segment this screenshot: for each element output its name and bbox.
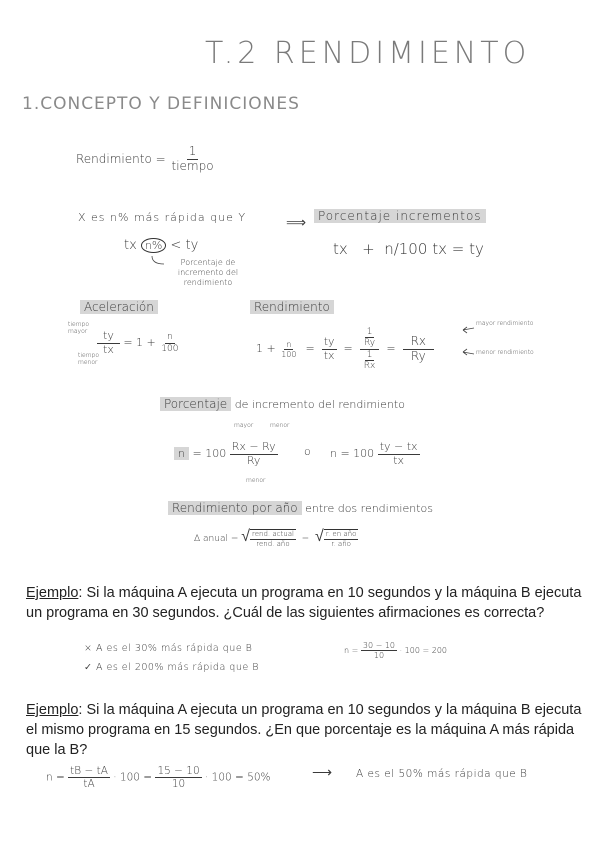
or-text: o (304, 445, 311, 458)
aceleracion-t-fraction (97, 330, 120, 356)
fraction-denominator: $\frac{1}{Rx}$ (363, 349, 376, 372)
fraction-denominator: tx (323, 348, 335, 362)
por-anio-rest: entre dos rendimientos (305, 502, 434, 515)
example-2-label: Ejemplo (26, 702, 79, 718)
por-anio-label: Rendimiento por año (168, 501, 302, 515)
fraction-numerator: ty (97, 330, 120, 344)
page-title: T.2 RENDIMIENTO (205, 36, 531, 71)
ex2-arrow: ⟶ (312, 765, 333, 781)
note-arrow (150, 256, 170, 270)
fraction-numerator: ty − tx (379, 440, 418, 453)
eq-rest: = ty (451, 240, 484, 258)
fraction-numerator: r. en año (325, 530, 357, 539)
eq-plus: + (362, 240, 375, 258)
fraction-denominator: 10 (171, 778, 186, 791)
ex2-lhs: n = (46, 771, 65, 784)
rend-note-top: mayor rendimiento (476, 320, 534, 327)
porcentaje-formula (174, 441, 278, 467)
rend-eq2: = (343, 342, 353, 356)
fraction-numerator: Rx (403, 335, 434, 350)
rend-note-bottom: menor rendimiento (476, 349, 534, 356)
section-heading: 1.CONCEPTO Y DEFINICIONES (22, 94, 300, 114)
ineq-n-circled: n% (141, 238, 166, 253)
ex2-conclusion: A es el 50% más rápida que B (356, 768, 528, 780)
aceleracion-note-bottom: tiempo menor (78, 352, 100, 366)
fraction-numerator: ty (323, 335, 335, 349)
aceleracion-n-fraction (159, 332, 180, 354)
ex2-mid: · 100 = (113, 771, 153, 784)
eq-tx2: tx (432, 240, 447, 258)
rendimiento-formula (256, 327, 434, 371)
fraction-denominator: Ry (246, 453, 261, 467)
aceleracion-label: Aceleración (80, 300, 158, 314)
fraction-denominator: 10 (373, 651, 385, 661)
por-anio-heading (168, 501, 433, 515)
calc-lhs: n = (344, 646, 359, 656)
fraction-denominator: Ry (410, 348, 426, 363)
calc-fraction (361, 641, 397, 660)
fraction-denominator: 100 (281, 349, 297, 359)
por-anio-formula: Δ anual = √ $\frac{\text{rend. actual}}{\text{rend. año}}$ = √ $\frac{\text{r. en año}}{\text{r. año}}$ (194, 526, 357, 548)
rendimiento-definition (76, 145, 216, 174)
example-1-label: Ejemplo (26, 585, 79, 601)
rend-t-fraction (322, 336, 337, 362)
rend-n-fraction (279, 340, 298, 359)
fraction-numerator: 15 − 10 (157, 765, 200, 777)
rend-one: 1 + (256, 342, 276, 356)
porcentaje-note: Porcentaje de incremento del rendimiento (177, 258, 239, 287)
rendimiento-lhs: Rendimiento = (76, 151, 166, 166)
fraction-numerator: rend. actual (252, 530, 294, 539)
porcentaje-incrementos-label: Porcentaje incrementos (314, 209, 486, 223)
fraction-denominator: r. año (331, 539, 351, 548)
example-1-body: : Si la máquina A ejecuta un programa en 10 segundos y la máquina B ejecuta un programa en 30 segundos. ¿Cuál de las siguientes afirmaciones es correcta? (26, 585, 582, 621)
rend-nested-fraction (360, 327, 380, 371)
example-1-option-2: ✓ A es el 200% más rápida que B (84, 662, 259, 673)
faster-equation (333, 240, 484, 258)
example-2-body: : Si la máquina A ejecuta un programa en 10 segundos y la máquina B ejecuta el mismo programa en 15 segundos. ¿En que porcentaje es la máquina A más rápida que la B? (26, 702, 582, 758)
fraction-numerator: $\frac{1}{Ry}$ (360, 327, 379, 350)
porcentaje-rend-heading (160, 397, 405, 411)
eq-n100: n/100 (384, 240, 428, 258)
fraction-numerator: 1 (188, 144, 197, 158)
faster-statement: X es n% más rápida que Y (78, 211, 247, 224)
fraction-denominator: 100 (161, 343, 179, 354)
aceleracion-eq: = 1 + (123, 336, 156, 350)
calc-rest: · 100 = 200 (399, 646, 447, 656)
porcentaje-r-fraction (230, 441, 278, 467)
example-1-option-1: × A es el 30% más rápida que B (84, 643, 253, 654)
ex2-fraction-1 (68, 765, 110, 790)
porcentaje-t-fraction (378, 441, 420, 467)
fraction-denominator: tiempo (171, 158, 214, 173)
example-1-calc (344, 641, 447, 660)
porcentaje-eq2: n = 100 (330, 447, 375, 461)
porcentaje-label: Porcentaje (160, 397, 231, 411)
note-mayor: mayor (234, 422, 254, 429)
porcentaje-formula-2 (330, 441, 420, 467)
fraction-numerator: Rx − Ry (231, 440, 276, 453)
n-highlight: n (174, 447, 189, 460)
rend-eq: = (305, 342, 315, 356)
example-1-text (26, 583, 586, 623)
faster-inequality (124, 238, 198, 253)
note-menor: menor (270, 422, 290, 429)
rend-eq3: = (386, 342, 396, 356)
aceleracion-note-top: tiempo mayor (68, 321, 90, 335)
por-anio-eq: = (301, 534, 310, 544)
por-anio-r2-fraction (324, 529, 359, 547)
rend-r-fraction (403, 335, 434, 364)
rendimiento-label: Rendimiento (250, 300, 334, 314)
ineq-rest: < ty (170, 238, 199, 253)
fraction-numerator: n (167, 332, 173, 343)
ineq-tx: tx (124, 238, 137, 253)
ex2-fraction-2 (155, 765, 201, 790)
eq-tx: tx (333, 240, 348, 258)
fraction-denominator: tA (83, 778, 95, 791)
porcentaje-eq1: = 100 (192, 447, 227, 461)
fraction-numerator: n (286, 339, 292, 349)
fraction-denominator: tx (393, 453, 405, 467)
note-menor-bottom: menor (246, 477, 266, 484)
implies-arrow: ⟹ (286, 215, 307, 231)
por-anio-lhs: Δ anual = (194, 534, 239, 544)
rendimiento-fraction (170, 145, 216, 174)
por-anio-r1-fraction (250, 529, 296, 547)
fraction-numerator: 30 − 10 (362, 641, 396, 650)
fraction-denominator: rend. año (256, 539, 290, 548)
aceleracion-formula (97, 330, 180, 356)
example-2-calc (46, 765, 271, 790)
example-2-text (26, 700, 586, 760)
ex2-rest: · 100 = 50% (205, 771, 271, 784)
fraction-denominator: tx (103, 342, 114, 356)
rend-note-arrows (462, 322, 476, 362)
porcentaje-rest: de incremento del rendimiento (234, 398, 405, 411)
fraction-numerator: tB − tA (70, 765, 108, 777)
